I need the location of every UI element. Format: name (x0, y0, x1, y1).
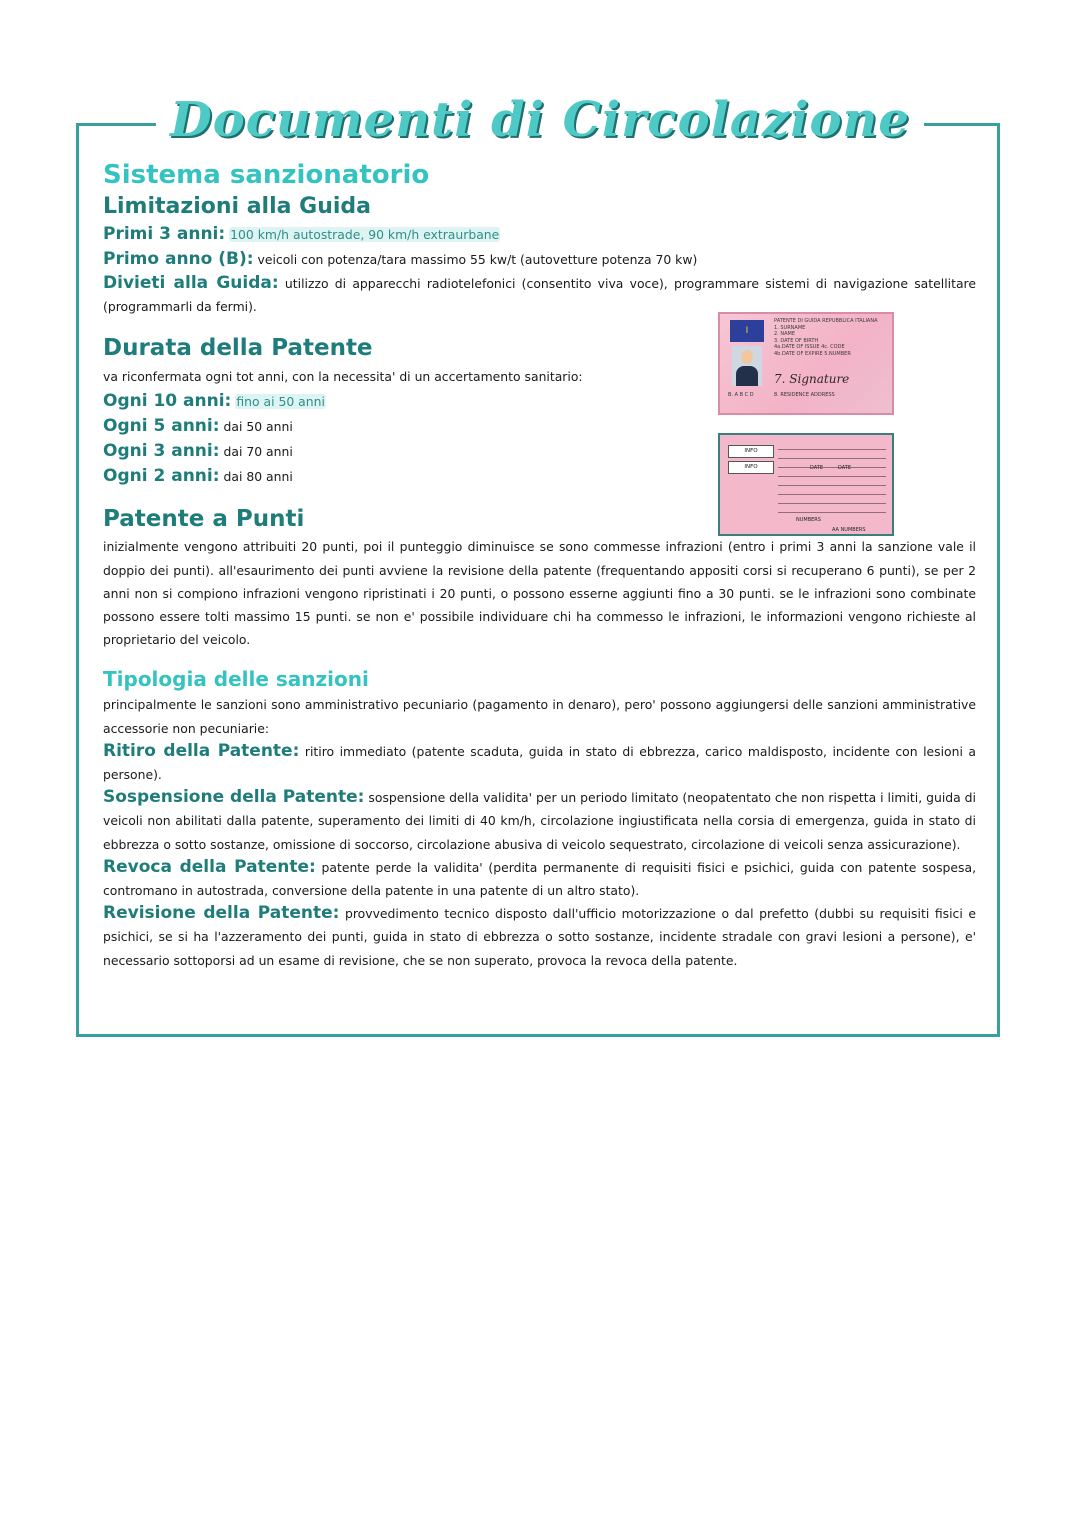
key-label: Ogni 3 anni: (103, 441, 220, 462)
key-label: Ogni 10 anni: (103, 391, 232, 412)
license-field: 1. SURNAME (774, 324, 806, 331)
value-text: sospensione della validita' per un periodo limitato (neopatentato che non rispetta i limiti, guida di veicoli non abilitati dalla patente, superamento dei limiti di 40 km/h, circolazione ingiustificata nella corsia di emergenza, guida in stato di ebbrezza o sotto sostanze, omissione di soccorso, circolazione abusiva di veicolo sequestrato, circolazione di veicoli senza assicurazione). (103, 790, 976, 852)
value-text: veicoli con potenza/tara massimo 55 kw/t (autovetture potenza 70 kw) (257, 252, 698, 267)
key-label: Ogni 2 anni: (103, 466, 220, 487)
license-back (718, 433, 894, 536)
key-label: Primi 3 anni: (103, 224, 226, 244)
info-box: INFO (728, 461, 774, 474)
key-label: Ogni 5 anni: (103, 416, 220, 437)
heading-limitazioni: Limitazioni alla Guida (103, 194, 371, 219)
license-front (718, 312, 894, 415)
key-label: Revoca della Patente: (103, 856, 316, 877)
value-text: dai 80 anni (223, 469, 293, 485)
sanzione-sospensione (103, 786, 976, 856)
tipologia-intro: principalmente le sanzioni sono amministrativo pecuniario (pagamento in denaro), pero' possono aggiungersi delle sanzioni amministrative accessorie non pecuniarie: (103, 697, 976, 736)
value-text: fino ai 50 anni (236, 394, 325, 410)
driving-license-illustration (718, 312, 894, 536)
heading-patente-a-punti: Patente a Punti (103, 506, 305, 533)
sanzione-ritiro (103, 740, 976, 786)
value-text: utilizzo di apparecchi radiotelefonici (consentito viva voce), programmare sistemi di navigazione satellitare (programmarli da fermi). (103, 276, 976, 315)
license-fields (774, 318, 878, 357)
license-field: 4a.DATE OF ISSUE 4c. CODE (774, 344, 845, 350)
license-categories: B. A B C D (728, 392, 754, 398)
heading-tipologia: Tipologia delle sanzioni (103, 667, 369, 692)
key-label: Revisione della Patente: (103, 903, 340, 924)
line-primo-anno (103, 247, 976, 272)
aa-numbers-label: AA NUMBERS (832, 527, 866, 533)
date-label: DATE (810, 465, 824, 471)
page-title-wrap (0, 92, 1080, 148)
heading-sistema-sanzionatorio: Sistema sanzionatorio (103, 160, 430, 190)
value-text: ritiro immediato (patente scaduta, guida in stato di ebbrezza, carico maldisposto, incidente con lesioni a persone). (103, 743, 976, 783)
value-text: dai 50 anni (223, 419, 293, 435)
license-field: 2. NAME (774, 331, 795, 337)
value-text: dai 70 anni (223, 444, 293, 460)
document-body (103, 158, 976, 972)
key-label: Divieti alla Guida: (103, 273, 279, 293)
sanzione-revoca (103, 856, 976, 902)
value-text: provvedimento tecnico disposto dall'ufficio motorizzazione o dal prefetto (dubbi su requisiti fisici e psichici, se si ha l'azzeramento dei punti, guida in stato di ebbrezza o sotto sostanze, incidente stradale con gravi lesioni a persone), e' necessario sottoporsi ad un esame di revisione, che se non superato, provoca la revoca della patente. (103, 906, 976, 968)
eu-flag-icon: I (730, 320, 764, 342)
license-address: 8. RESIDENCE ADDRESS (774, 392, 835, 398)
key-label: Sospensione della Patente: (103, 787, 365, 808)
license-signature: 7. Signature (774, 372, 850, 386)
durata-intro: va riconfermata ogni tot anni, con la necessita' di un accertamento sanitario: (103, 369, 583, 385)
date-label: DATE (838, 465, 852, 471)
license-field: 3. DATE OF BIRTH (774, 337, 819, 344)
photo-avatar (732, 346, 762, 386)
line-primi-3-anni (103, 222, 976, 247)
paragraph-punti: inizialmente vengono attribuiti 20 punti, poi il punteggio diminuisce se sono commesse infrazioni (entro i primi 3 anni la sanzione vale il doppio dei punti). all'esaurimento dei punti avviene la revisione della patente (frequentando appositi corsi si recuperano 6 punti), se per 2 anni non si compiono infrazioni vengono ripristinati i 20 punti, o possono esserne aggiunti fino a 30 punti. se le infrazioni sono combinate possono essere tolti massimo 15 punti. se non e' possibile individuare chi ha commesso le infrazioni, le informazioni vengono richieste al proprietario del veicolo. (103, 539, 976, 648)
value-text: patente perde la validita' (perdita permanente di requisiti fisici e psichici, guida con patente sospesa, contromano in autostrada, conversione della patente in una patente di un altro stato). (103, 859, 977, 899)
info-box: INFO (728, 445, 774, 458)
license-header: PATENTE DI GUIDA REPUBBLICA ITALIANA (774, 318, 878, 324)
heading-durata: Durata della Patente (103, 335, 373, 362)
sanzione-revisione (103, 902, 976, 972)
page-title: Documenti di Circolazione (156, 92, 924, 148)
value-text: 100 km/h autostrade, 90 km/h extraurbane (230, 227, 500, 242)
key-label: Ritiro della Patente: (103, 740, 300, 761)
numbers-label: NUMBERS (796, 517, 821, 523)
key-label: Primo anno (B): (103, 249, 254, 269)
license-field: 4b.DATE OF EXPIRE 5.NUMBER (774, 350, 851, 357)
categories-grid (778, 441, 886, 521)
